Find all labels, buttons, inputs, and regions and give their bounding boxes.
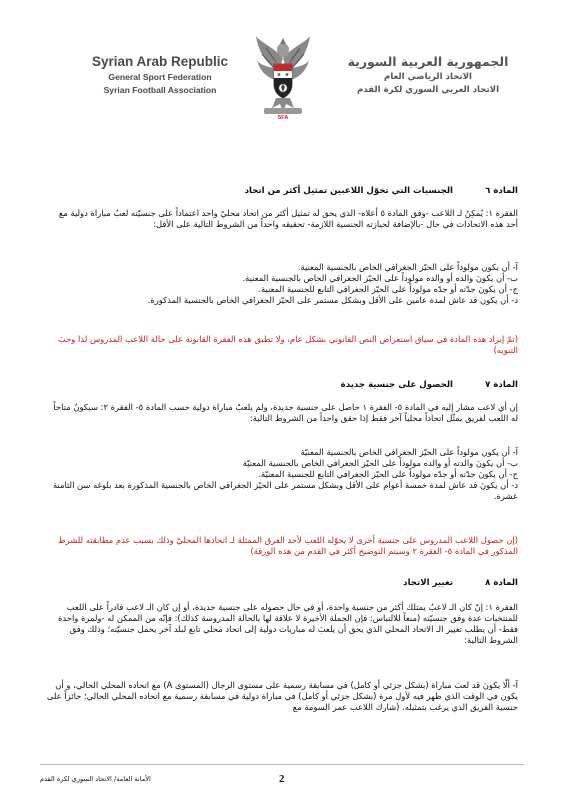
article-8-heading — [46, 578, 518, 588]
article-6-condition-a: آ- أن يكون مولوداً على الحيّز الجغرافي الخاص بالجنسية المعنية. — [297, 262, 518, 272]
english-letterhead — [76, 54, 244, 95]
association-name-en: Syrian Football Association — [103, 85, 217, 95]
article-8-paragraph-1: الفقرة ١: إنّ كان الـ لاعبُ يمتلك أكثر من جنسية واحدة، أو في حال حصوله على جنسية جديدة، أو إن كان الـ لاعب قادراً على اللعب للمنتخبات عدة وفق جنسيّته (منعاً للالتباس: فإن الجملة الأخيرة لا علاقة لها بالحالة المدروسة كذلك): فإنّه من الممكن له -ولمرة واحدة فقط- أن يطلب تغيير الـ الاتحاد المحلي الذي يحق أن يلعبَ له مباريات دولية إلى اتحاد محلي تابع لبلد آخر يحمل جنسيّته؛ وذلك وفق الشروط التالية: — [57, 602, 518, 645]
article-8-paragraph-2: آ- ألّا يكونَ قد لعبَ مباراة (بشكل جزئي أو كامل) في مسابقة رسمية على مستوى الرجال (المستوى A) مع اتحاده المحلي الحالي، و أن يكون في الوقت الذي ظهر فيه لأول مرة (بشكل جزئي أو كامل) في مباراة دولية في مسابقة رسمية مع اتحاده المحلي الحالي؛ حائزاً على جنسية الفريق الذي يرغب بتمثيله. (شارك اللاعب عمر السومة مع — [46, 680, 518, 712]
article-7-note: (إن حصول اللاعب المدروس على جنسية أخرى لا يخوّله اللعب لأحد الفرق الممثلة لـ اتحادها المحليّ وذلك بسبب عدم مطابقته للشرط المذكور في المادة ٥- الفقرة ٢ وسيتم التوضيح أكثر في القدم من هذه الورقة) — [57, 535, 518, 556]
article-7-condition-c: ج- أن يكونَ جدّته أو جدّه مولوداً على الحيّز الجغرافي التابع للجنسية المعنيّة. — [258, 469, 518, 479]
footer-divider — [40, 764, 524, 765]
federation-name-ar: الاتحاد الرياضي العام — [384, 72, 472, 82]
article-7-condition-d: د- أن يكونَ قد عاش لمدة خمسة أعوام على الأقل وبشكل مستمر على الحيّز الجغرافي الخاص بالجنسية المذكورة بعد بلوغه سن الثامنة عشرة. — [52, 480, 518, 501]
article-7-title: الحصول على جنسية جديدة — [340, 380, 453, 390]
article-6-title: الجنسيات التي تخوّل اللاعبين تمثيل أكثر من اتحاد — [244, 186, 453, 196]
article-6-heading — [46, 186, 518, 196]
federation-name-en: General Sport Federation — [108, 72, 212, 82]
article-7-condition-a: آ- أن يكون مولوداً على الحيّز الجغرافي الخاص بالجنسية المعنيّة — [300, 447, 518, 457]
association-name-ar: الاتحاد العربي السوري لكرة القدم — [356, 85, 500, 95]
article-6-paragraph-1: الفقرة ١: يُمكِنُ لـ اللاعب -وفق المادة ٥ أعلاه- الذي يحق له تمثيل أكثر من اتحاد محليّ واحد اعتماداً على جنسيّته لعبُ مباراة دولية مع أحد هذه الاتحادات في حال -بالإضافة لحيازته الجنسية اللازمة- تحقيقه واحداً من الشروط التالية على الأقل: — [58, 208, 518, 229]
article-7-condition-b: ب- أن يكونَ والدته أو والده مولوداً على الحيّز الجغرافي الخاص بالجنسية المعنيّة — [242, 458, 518, 468]
arabic-letterhead — [338, 54, 518, 95]
article-7-heading — [46, 380, 518, 390]
article-8-number: المادة ٨ — [485, 578, 518, 588]
article-6-condition-c: ج- أن يكونَ جدّته أو جدّه مولوداً على الحيّز الجغرافي التابع للجنسية المعنية. — [258, 284, 518, 294]
page-number: 2 — [279, 773, 285, 785]
article-6-conditions — [46, 262, 518, 306]
article-8-title: تغيير الاتحاد — [403, 578, 453, 588]
eagle-emblem-logo — [254, 28, 312, 120]
article-7-number: المادة ٧ — [485, 380, 518, 390]
article-6-condition-b: ب- أن يكونَ والده أو والده مولوداً على الحيّز الجغرافي الخاص بالجنسية المعنية. — [242, 273, 518, 283]
emblem-text: SFA — [277, 115, 289, 120]
article-6-condition-d: د- أن يكون قد عاش لمدة عامين على الأقل وبشكل مستمر على الحيّز الجغرافي الخاص بالجنسية المذكورة. — [147, 295, 518, 305]
country-name-en: Syrian Arab Republic — [91, 54, 229, 69]
footer-organization: الأمانة العامة/ الاتحاد السوري لكرة القدم — [40, 775, 151, 783]
article-7-paragraph-1: إن أي لاعب مشار إليه في المادة ٥- الفقرة ١ حاصل على جنسية جديدة، ولم يلعبْ مباراة دولية حسب المادة ٥- الفقرة ٢: سيكونُ متاحاً له اللعب لفريق يمثّل اتحاداً محلياً آخر فقط إذا حقق واحداً من الشروط التالية: — [53, 402, 518, 423]
article-6-note: (تمّ إيراد هذه المادة في سياق استعراض النص القانوني بشكل عام، ولا تطبق هذه الفقرة القانونة على حالة اللاعب المدروس لذا وجبَ التنويه) — [57, 334, 518, 355]
article-7-conditions — [46, 447, 518, 502]
article-6-number: المادة ٦ — [485, 186, 518, 196]
country-name-ar: الجمهورية العربية السورية — [347, 54, 509, 69]
